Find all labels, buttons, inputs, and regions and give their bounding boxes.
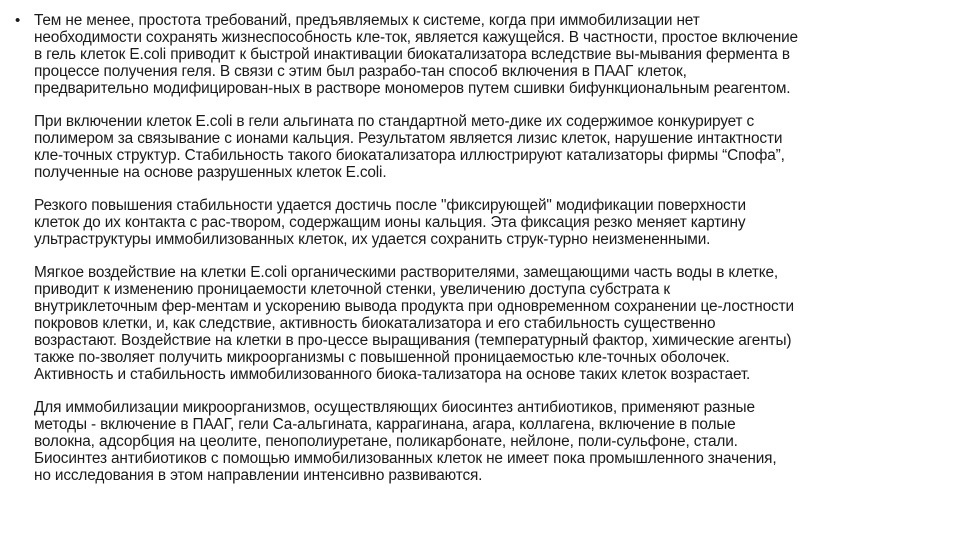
- text-line: ультраструктуры иммобилизованных клеток, их удается сохранить струк-турно неизмененными.: [34, 231, 711, 248]
- text-line: возрастают. Воздействие на клетки в про-цессе выращивания (температурный фактор, химические агенты): [34, 332, 792, 349]
- text-line: внутриклеточным фер-ментам и ускорению вывода продукта при одновременном сохранении це-лостности: [34, 298, 794, 315]
- paragraph-3: [34, 197, 958, 248]
- text-line: приводит к изменению проницаемости клеточной стенки, увеличению доступа субстрата к: [34, 281, 670, 298]
- text-line: необходимости сохранять жизнеспособность кле-ток, является кажущейся. В частности, простое включение: [34, 29, 798, 46]
- paragraph-5: [34, 399, 958, 484]
- paragraph-1: [15, 12, 958, 97]
- text-line: кле-точных структур. Стабильность такого биокатализатора иллюстрируют катализаторы фирмы “Спофа”,: [34, 147, 785, 164]
- text-line: полимером за связывание с ионами кальция. Результатом является лизис клеток, нарушение интактности: [34, 130, 783, 147]
- text-line: в гель клеток E.coli приводит к быстрой инактивации биокатализатора вследствие вы-мывания фермента в: [34, 46, 790, 63]
- text-line: покровов клетки, и, как следствие, активность биокатализатора и его стабильность существенно: [34, 315, 716, 332]
- paragraph-2: [34, 113, 958, 181]
- text-line: полученные на основе разрушенных клеток E.coli.: [34, 164, 387, 181]
- text-line: методы - включение в ПААГ, гели Са-альгината, каррагинана, агара, коллагена, включение в полые: [34, 416, 736, 433]
- bullet-icon: •: [15, 12, 21, 29]
- text-line: Для иммобилизации микроорганизмов, осуществляющих биосинтез антибиотиков, применяют разные: [34, 399, 755, 416]
- text-line: клеток до их контакта с рас-твором, содержащим ионы кальция. Эта фиксация резко меняет картину: [34, 214, 746, 231]
- paragraph-4: [34, 264, 958, 383]
- text-line: При включении клеток E.coli в гели альгината по стандартной мето-дике их содержимое конкурирует с: [34, 113, 755, 130]
- text-line: Мягкое воздействие на клетки E.coli органическими растворителями, замещающими часть воды в клетке,: [34, 264, 779, 281]
- text-line: но исследования в этом направлении интенсивно развиваются.: [34, 467, 483, 484]
- text-line: Тем не менее, простота требований, предъявляемых к системе, когда при иммобилизации нет: [34, 12, 700, 29]
- text-line: волокна, адсорбция на цеолите, пенополиуретане, поликарбонате, нейлоне, поли-сульфоне, стали.: [34, 433, 738, 450]
- text-line: процессе получения геля. В связи с этим был разрабо-тан способ включения в ПААГ клеток,: [34, 63, 687, 80]
- text-line: также по-зволяет получить микроорганизмы с повышенной проницаемостью кле-точных оболочек.: [34, 349, 730, 366]
- text-line: Биосинтез антибиотиков с помощью иммобилизованных клеток не имеет пока промышленного значения,: [34, 450, 777, 467]
- text-line: предварительно модифицирован-ных в растворе мономеров путем сшивки бифункциональным реагентом.: [34, 80, 791, 97]
- text-line: Активность и стабильность иммобилизованного биока-тализатора на основе таких клеток возрастает.: [34, 366, 751, 383]
- text-line: Резкого повышения стабильности удается достичь после "фиксирующей" модификации поверхности: [34, 197, 746, 214]
